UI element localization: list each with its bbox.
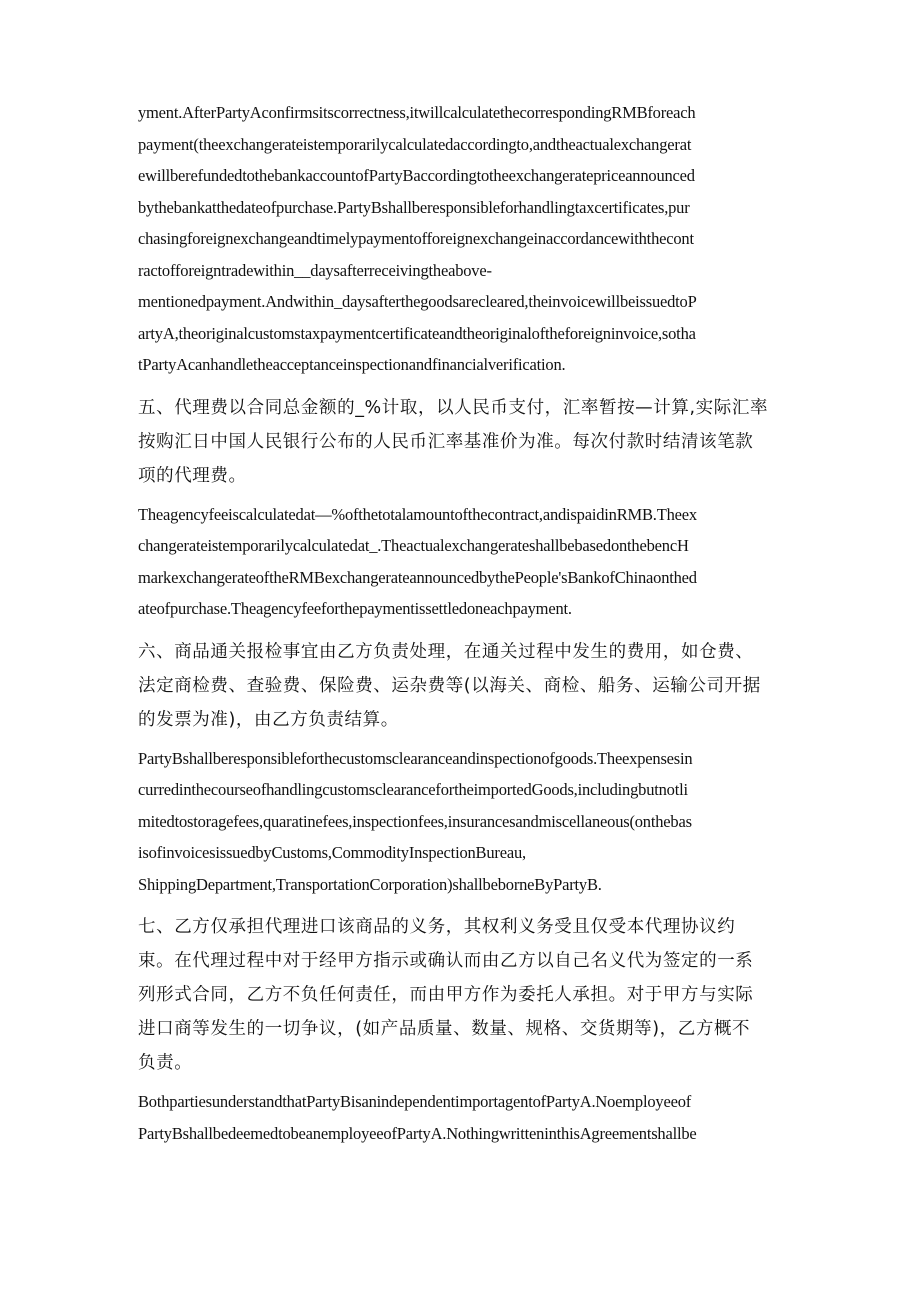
text-line: 进口商等发生的一切争议，(如产品质量、数量、规格、交货期等)，乙方概不 — [138, 1019, 751, 1039]
section-7-obligations-cn — [138, 910, 786, 1080]
text-line: PartyBshallbedeemedtobeanemployeeofPartyA.NothingwritteninthisAgreementshallbe — [138, 1123, 697, 1143]
text-line: mitedtostoragefees,quaratinefees,inspectionfees,insurancesandmiscellaneous(onthebas — [138, 811, 692, 831]
text-line: ShippingDepartment,TransportationCorporation)shallbeborneByPartyB. — [138, 874, 602, 894]
text-line: mentionedpayment.Andwithin_daysafterthegoodsarecleared,theinvoicewillbeissuedtoP — [138, 292, 697, 311]
text-line: 五、代理费以合同总金额的_%计取，以人民币支付，汇率暂按—计算,实际汇率 — [138, 397, 769, 418]
text-line: 列形式合同，乙方不负任何责任，而由甲方作为委托人承担。对于甲方与实际 — [138, 985, 754, 1005]
text-line: 按购汇日中国人民银行公布的人民币汇率基准价为准。每次付款时结清该笔款 — [138, 431, 754, 452]
document-page — [138, 97, 786, 1149]
text-line: 负责。 — [138, 1053, 193, 1073]
section-7-obligations-en — [138, 1086, 786, 1149]
text-line: PartyBshallberesponsibleforthecustomsclearanceandinspectionofgoods.Theexpensesin — [138, 748, 693, 768]
text-line: 七、乙方仅承担代理进口该商品的义务，其权利义务受且仅受本代理协议约 — [138, 917, 736, 937]
text-line: changerateistemporarilycalculatedat_.TheactualexchangerateshallbebasedonthebencH — [138, 536, 689, 555]
text-line: ractofforeigntradewithin__daysafterreceivingtheabove- — [138, 260, 492, 280]
text-line: 束。在代理过程中对于经甲方指示或确认而由乙方以自己名义代为签定的一系 — [138, 951, 754, 971]
section-6-customs-clearance-en — [138, 743, 786, 901]
text-line: Theagencyfeeiscalculatedat—%ofthetotalamountofthecontract,andispaidinRMB.Theex — [138, 504, 697, 524]
text-line: markexchangerateoftheRMBexchangerateannouncedbythePeople'sBankofChinaonthed — [138, 567, 697, 587]
text-line: isofinvoicesissuedbyCustoms,CommodityInspectionBureau, — [138, 843, 526, 862]
text-line: ewillberefundedtothebankaccountofPartyBaccordingtotheexchangeratepriceannounced — [138, 166, 695, 185]
section-6-customs-clearance-cn — [138, 635, 786, 737]
text-line: chasingforeignexchangeandtimelypaymentofforeignexchangeinaccordancewiththecont — [138, 229, 694, 248]
text-line: 项的代理费。 — [138, 465, 247, 486]
section-5-agency-fee-cn — [138, 391, 786, 493]
text-line: 法定商检费、查验费、保险费、运杂费等(以海关、商检、船务、运输公司开据 — [138, 675, 761, 696]
section-5-agency-fee-en — [138, 499, 786, 625]
paragraph-payment-en — [138, 97, 786, 381]
text-line: curredinthecourseofhandlingcustomsclearancefortheimportedGoods,includingbutnotli — [138, 780, 688, 799]
text-line: ateofpurchase.Theagencyfeeforthepaymentissettledoneachpayment. — [138, 599, 572, 618]
text-line: payment(theexchangerateistemporarilycalculatedaccordingto,andtheactualexchangerat — [138, 134, 692, 154]
text-line: 六、商品通关报检事宜由乙方负责处理，在通关过程中发生的费用，如仓费、 — [138, 641, 754, 662]
text-line: yment.AfterPartyAconfirmsitscorrectness,itwillcalculatethecorrespondingRMBforeach — [138, 103, 696, 122]
text-line: bythebankatthedateofpurchase.PartyBshallberesponsibleforhandlingtaxcertificates,pur — [138, 197, 690, 217]
text-line: artyA,theoriginalcustomstaxpaymentcertificateandtheoriginaloftheforeigninvoice,sotha — [138, 323, 696, 343]
text-line: tPartyAcanhandletheacceptanceinspectionandfinancialverification. — [138, 355, 566, 374]
text-line: 的发票为准)，由乙方负责结算。 — [138, 709, 399, 730]
text-line: BothpartiesunderstandthatPartyBisanindependentimportagentofPartyA.Noemployeeof — [138, 1092, 692, 1111]
